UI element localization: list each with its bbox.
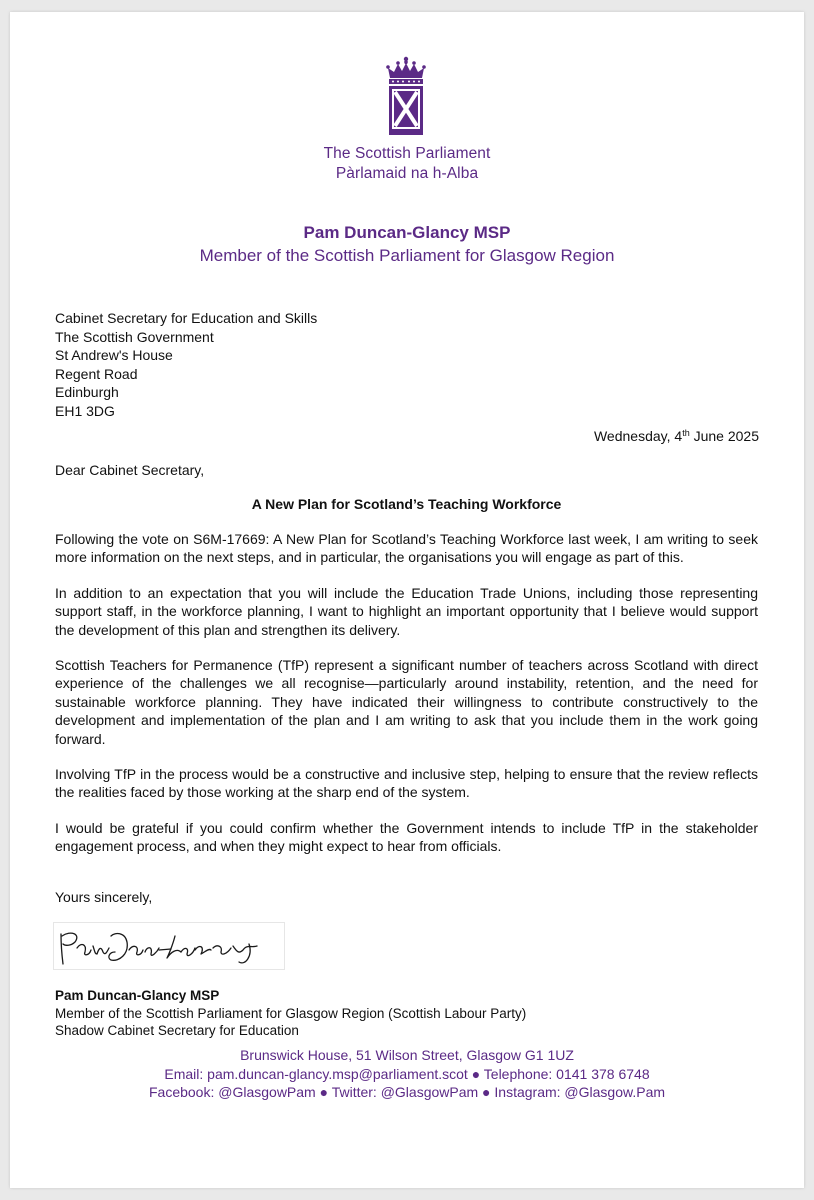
date-suffix: th [682, 428, 690, 438]
body-paragraph: Involving TfP in the process would be a constructive and inclusive step, helping to ensure that the review reflects the realities faced by those working at the sharp end of the system. [55, 766, 758, 801]
body-paragraph: Following the vote on S6M-17669: A New Plan for Scotland’s Teaching Workforce last week, I am writing to seek more information on the next steps, and in particular, the organisations you will engage as part of this. [55, 531, 758, 566]
parliament-name-gaelic: Pàrlamaid na h-Alba [335, 165, 479, 182]
date-rest: June 2025 [689, 428, 759, 444]
address-line: EH1 3DG [55, 402, 115, 419]
body-paragraph: I would be grateful if you could confirm whether the Government intends to include TfP in the stakeholder engagement process, and when they might expect to hear from officials. [55, 819, 758, 855]
signatory-role: Member of the Scottish Parliament for Glasgow Region (Scottish Labour Party) [55, 1006, 527, 1021]
address-line: Regent Road [55, 365, 138, 382]
letterhead-mp-name: Pam Duncan-Glancy MSP [303, 223, 511, 242]
letter-date [594, 428, 759, 444]
signatory-name: Pam Duncan-Glancy MSP [55, 988, 220, 1003]
body-paragraph: Scottish Teachers for Permanence (TfP) represent a significant number of teachers across Scotland with direct experience of the challenges we all recognise—particularly around instability, retention, and the need for sustainable workforce planning. They have indicated their willingness to contribute constructively to the development and implementation of the plan and I am writing to ask that you include them in the work going forward. [55, 657, 758, 747]
letter-body [55, 530, 758, 873]
parliament-name-english: The Scottish Parliament [323, 145, 491, 162]
address-line: Cabinet Secretary for Education and Skills [55, 310, 318, 326]
address-line: Edinburgh [55, 384, 119, 401]
recipient-address [55, 309, 317, 421]
footer-social: Facebook: @GlasgowPam ● Twitter: @GlasgowPam ● Instagram: @Glasgow.Pam [148, 1084, 666, 1100]
body-paragraph: In addition to an expectation that you will include the Education Trade Unions, including those representing support staff, in the workforce planning, I want to highlight an important opportunity that I believe would support the development of this plan and strengthen its delivery. [55, 584, 758, 638]
address-line: St Andrew's House [55, 347, 173, 364]
date-prefix: Wednesday, 4 [593, 428, 683, 444]
salutation: Dear Cabinet Secretary, [55, 462, 205, 478]
closing: Yours sincerely, [55, 889, 153, 905]
signatory-portfolio: Shadow Cabinet Secretary for Education [55, 1023, 299, 1038]
address-line: The Scottish Government [55, 328, 214, 345]
footer-contact: Email: pam.duncan-glancy.msp@parliament.scot ● Telephone: 0141 378 6748 [164, 1066, 650, 1082]
footer-address: Brunswick House, 51 Wilson Street, Glasgow G1 1UZ [240, 1047, 574, 1063]
parliament-crest-icon [384, 56, 428, 138]
letterhead-mp-role: Member of the Scottish Parliament for Glasgow Region [199, 246, 615, 265]
subject-heading: A New Plan for Scotland’s Teaching Workforce [251, 496, 562, 512]
handwritten-signature [53, 922, 285, 970]
